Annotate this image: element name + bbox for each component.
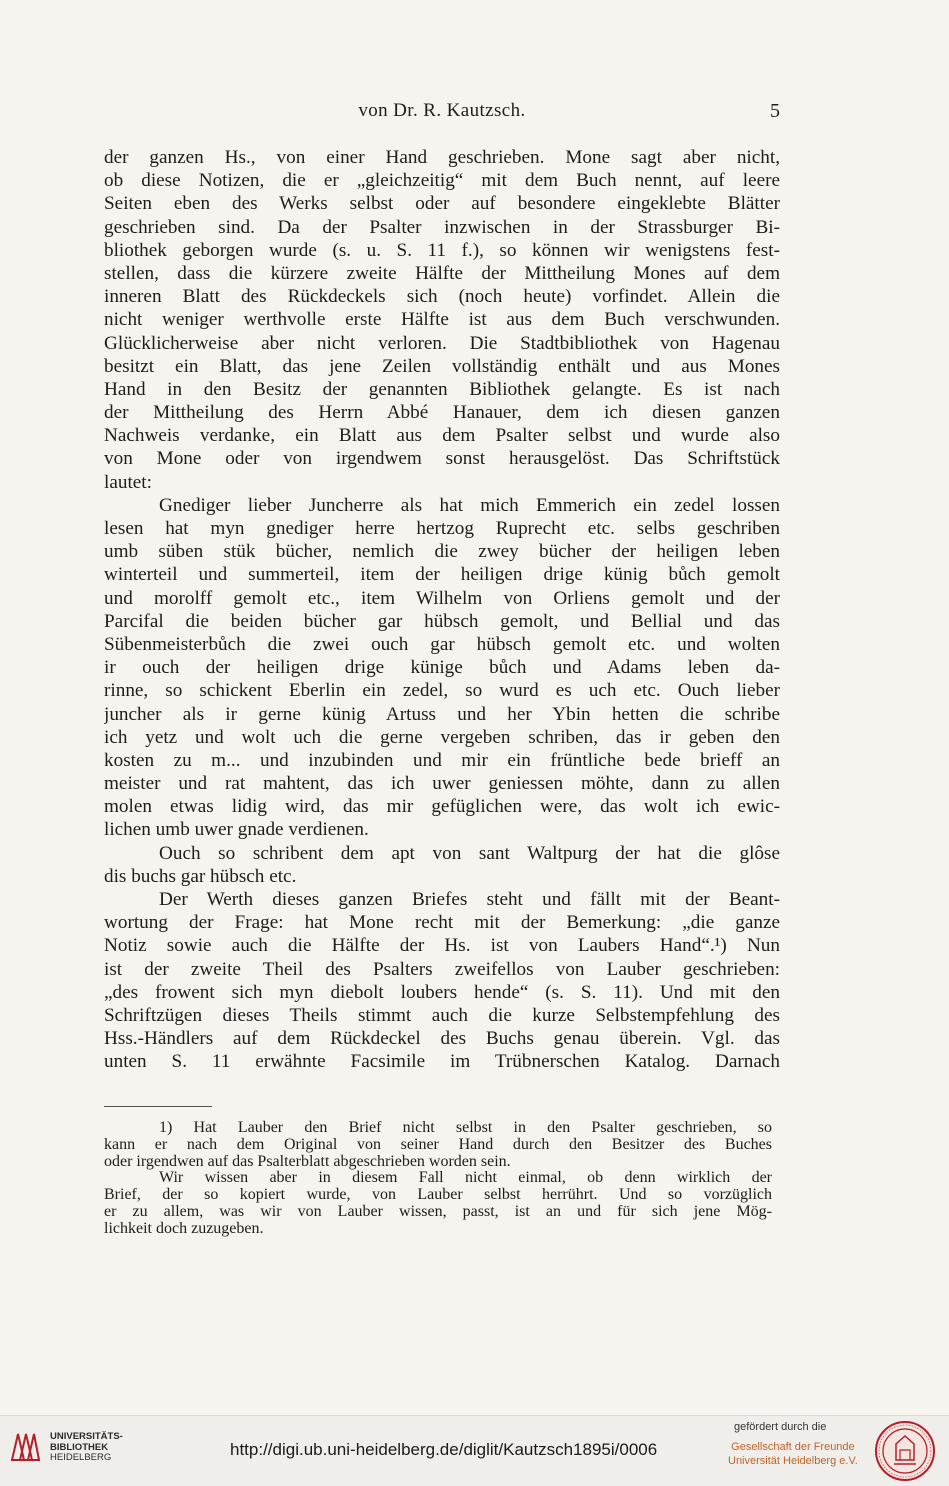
footnote-line: kann er nach dem Original von seiner Hand durch den Besitzer des Buches (104, 1136, 772, 1153)
footnote-line: Wir wissen aber in diesem Fall nicht einmal, ob denn wirklich der (159, 1170, 772, 1187)
library-line-1: UNIVERSITÄTS- (50, 1431, 123, 1442)
text-line: Parcifal die beiden bücher gar hübsch gemolt, und Bellial und das (104, 610, 780, 632)
text-line: wortung der Frage: hat Mone recht mit der Bemerkung: „die ganze (104, 912, 780, 934)
header-title: von Dr. R. Kautzsch. (358, 100, 526, 121)
text-line: kosten zu m... und inzubinden und mir ein früntliche bede brieff an (104, 749, 780, 771)
text-line: Hand in den Besitz der genannten Bibliothek gelangte. Es ist nach (104, 378, 780, 400)
text-line: juncher als ir gerne künig Artuss und her Ybin hetten die schribe (104, 703, 780, 725)
text-line: rinne, so schickent Eberlin ein zedel, so wurd es uch etc. Ouch lieber (104, 680, 780, 702)
text-line: geschrieben sind. Da der Psalter inzwischen in der Strassburger Bi- (104, 216, 780, 238)
text-line: ob diese Notizen, die er „gleichzeitig“ mit dem Buch nennt, auf leere (104, 170, 780, 192)
library-line-3: HEIDELBERG (50, 1452, 112, 1463)
text-line: von Mone oder von irgendwem sonst herausgelöst. Das Schriftstück (104, 448, 780, 470)
text-line: winterteil und summerteil, item der heiligen drige künig bůch gemolt (104, 564, 780, 586)
text-line: Ouch so schribent dem apt von sant Waltpurg der hat die glôse (159, 842, 780, 864)
text-line: Notiz sowie auch die Hälfte der Hs. ist von Laubers Hand“.¹) Nun (104, 935, 780, 957)
main-text (104, 146, 780, 1074)
text-line: lautet: (104, 471, 152, 493)
viewer-footer (0, 1415, 949, 1486)
footnote-line: 1) Hat Lauber den Brief nicht selbst in den Psalter geschrieben, so (159, 1120, 772, 1136)
text-line: molen etwas lidig wird, das mir gefüglichen were, das wolt ich ewic- (104, 796, 780, 818)
footnote-line: oder irgendwen auf das Psalterblatt abgeschrieben worden sein. (104, 1153, 511, 1170)
running-header (104, 100, 780, 126)
footnote-divider (104, 1106, 212, 1107)
footnote-line: er zu allem, was wir von Lauber wissen, passt, ist an und für sich jene Mög- (104, 1203, 772, 1220)
library-line-2: BIBLIOTHEK (50, 1441, 109, 1453)
sponsor-name (728, 1440, 858, 1468)
text-line: ich yetz und wolt uch die gerne vergeben schriben, das ir geben den (104, 726, 780, 748)
text-line: lichen umb uwer gnade verdienen. (104, 819, 369, 841)
text-line: Der Werth dieses ganzen Briefes steht und fällt mit der Beant- (159, 889, 780, 910)
text-line: Glücklicherweise aber nicht verloren. Die Stadtbibliothek von Hagenau (104, 332, 780, 354)
text-line: „des frowent sich myn diebolt loubers hende“ (s. S. 11). Und mit den (104, 981, 780, 1003)
text-line: meister und rat mahtent, das ich uwer geniessen möhte, dann zu allen (104, 773, 780, 795)
text-line: und morolff gemolt etc., item Wilhelm von Orliens gemolt und der (104, 587, 780, 609)
footnote-line: lichkeit doch zuzugeben. (104, 1220, 264, 1237)
text-line: ist der zweite Theil des Psalters zweifellos von Lauber geschrieben: (104, 958, 780, 980)
text-line: umb süben stük bücher, nemlich die zwey bücher der heiligen leben (104, 541, 780, 563)
text-line: bliothek geborgen wurde (s. u. S. 11 f.), so können wir wenigstens fest- (104, 239, 780, 261)
text-line: unten S. 11 erwähnte Facsimile im Trübnerschen Katalog. Darnach (104, 1051, 780, 1073)
text-line: der Mittheilung des Herrn Abbé Hanauer, dem ich diesen ganzen (104, 402, 780, 424)
text-line: Sübenmeisterbůch die zwei ouch gar hübsch gemolt etc. und wolten (104, 633, 780, 655)
permalink-url[interactable]: http://digi.ub.uni-heidelberg.de/diglit/Kautzsch1895i/0006 (230, 1440, 658, 1459)
text-line: Gnediger lieber Juncherre als hat mich Emmerich ein zedel lossen (159, 494, 780, 516)
library-name (50, 1432, 123, 1464)
sponsor-label: gefördert durch die (734, 1421, 827, 1433)
text-line: Nachweis verdanke, ein Blatt aus dem Psalter selbst und wurde also (104, 425, 780, 447)
footnote-line: Brief, der so kopiert wurde, von Lauber selbst herrührt. Und so vorzüglich (104, 1187, 772, 1204)
text-line: ir ouch der heiligen drige künige bůch und Adams leben da- (104, 657, 780, 679)
page-number: 5 (770, 100, 780, 122)
text-line: Hss.-Händlers auf dem Rückdeckel des Buchs genau überein. Vgl. das (104, 1028, 780, 1050)
sponsor-line-2: Universität Heidelberg e.V. (728, 1455, 858, 1467)
text-line: inneren Blatt des Rückdeckels sich (noch heute) vorfindet. Allein die (104, 286, 780, 308)
text-line: dis buchs gar hübsch etc. (104, 865, 297, 887)
text-line: lesen hat myn gnediger herre hertzog Ruprecht etc. selbs geschriben (104, 518, 780, 539)
text-line: besitzt ein Blatt, das jene Zeilen vollständig enthält und aus Mones (104, 355, 780, 377)
footnotes (104, 1120, 772, 1238)
text-line: Schriftzügen dieses Theils stimmt auch die kurze Selbstempfehlung des (104, 1004, 780, 1026)
university-seal-icon (874, 1420, 936, 1482)
text-line: Seiten eben des Werks selbst oder auf besondere eingeklebte Blätter (104, 193, 780, 215)
university-library-logo-icon (10, 1430, 40, 1464)
text-line: der ganzen Hs., von einer Hand geschrieben. Mone sagt aber nicht, (104, 147, 780, 168)
text-line: nicht weniger werthvolle erste Hälfte ist aus dem Buch verschwunden. (104, 309, 780, 331)
sponsor-line-1: Gesellschaft der Freunde (731, 1441, 855, 1453)
text-line: stellen, dass die kürzere zweite Hälfte der Mittheilung Mones auf dem (104, 262, 780, 284)
